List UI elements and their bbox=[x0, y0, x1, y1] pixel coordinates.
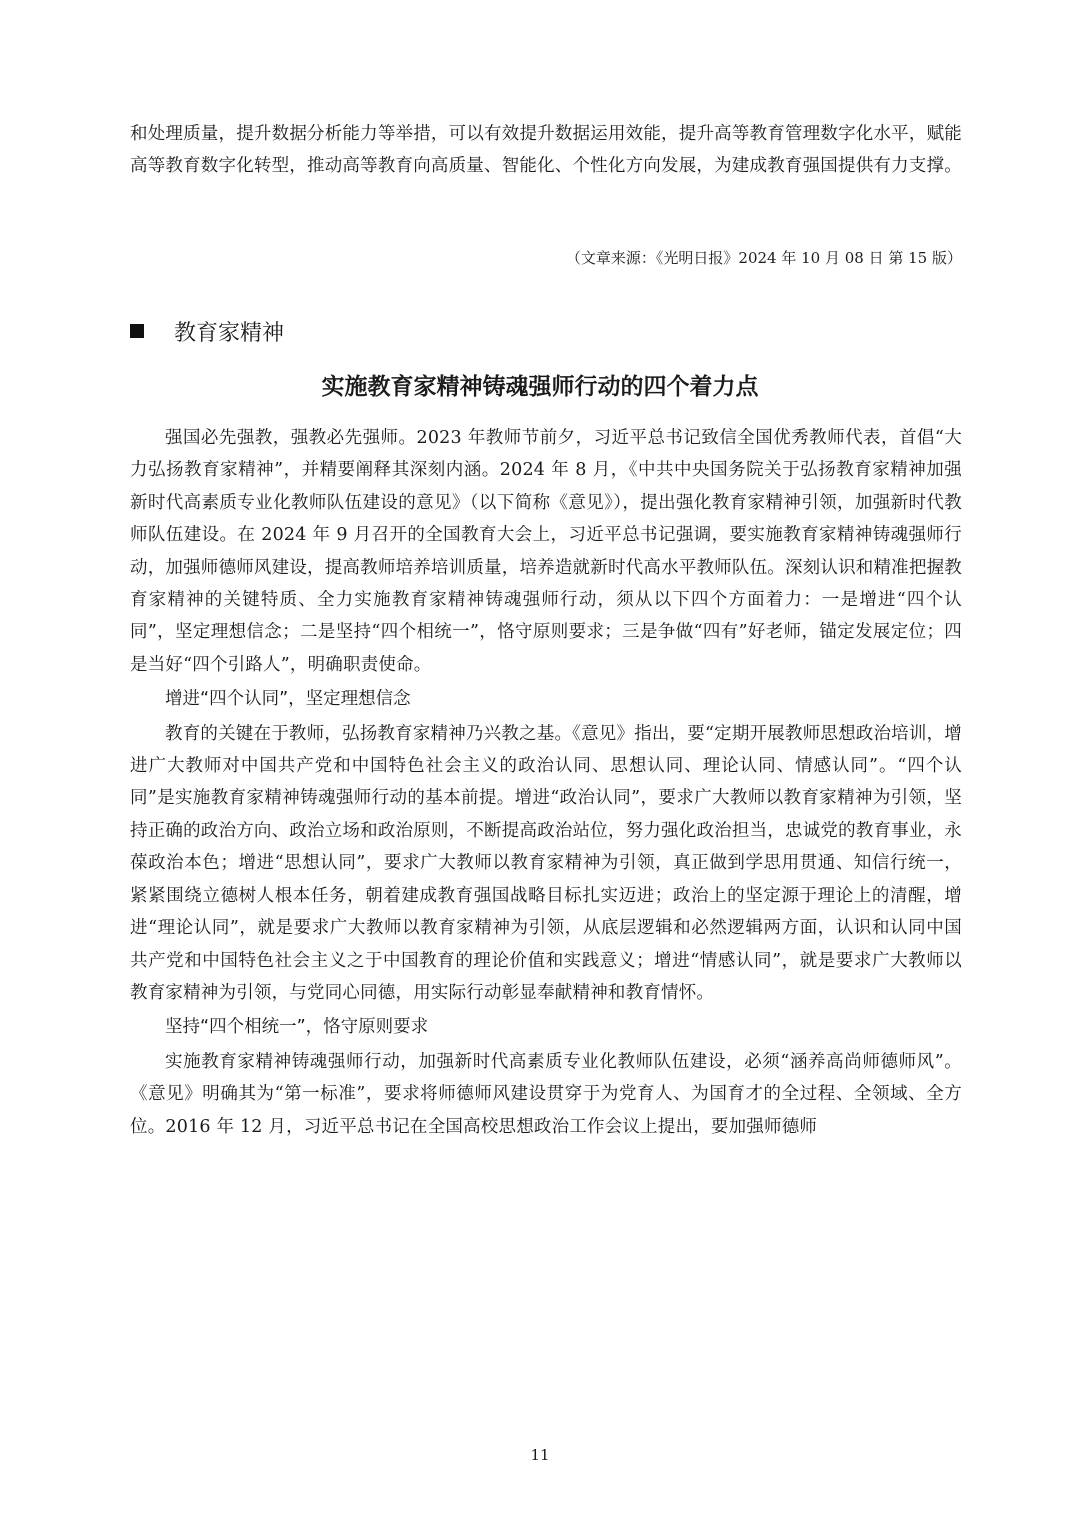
intro-continuation bbox=[130, 118, 962, 183]
section-heading bbox=[130, 312, 284, 350]
black-square-bullet-icon bbox=[130, 324, 144, 338]
section-heading-text: 教育家精神 bbox=[174, 320, 285, 346]
subheading-2: 坚持“四个相统一”，恪守原则要求 bbox=[165, 1017, 429, 1038]
article-body bbox=[130, 422, 962, 1143]
intro-paragraph: 和处理质量，提升数据分析能力等举措，可以有效提升数据运用效能，提升高等教育管理数字化水平，赋能高等教育数字化转型，推动高等教育向高质量、智能化、个性化方向发展，为建成教育强国提供有力支撑。 bbox=[130, 124, 962, 177]
article-source-note: （文章来源：《光明日报》2024 年 10 月 08 日 第 15 版） bbox=[565, 249, 962, 267]
page-number: 11 bbox=[530, 1446, 550, 1464]
subheading-1: 增进“四个认同”，坚定理想信念 bbox=[165, 689, 411, 710]
body-paragraph-1: 强国必先强教，强教必先强师。2023 年教师节前夕，习近平总书记致信全国优秀教师代表，首倡“大力弘扬教育家精神”，并精要阐释其深刻内涵。2024 年 8 月，《中共中央国务院关于弘扬教育家精神加强新时代高素质专业化教师队伍建设的意见》（以下简称《意见》），提出强化教育家精神引领，加强新时代教师队伍建设。在 2024 年 9 月召开的全国教育大会上，习近平总书记强调，要实施教育家精神铸魂强师行动，加强师德师风建设，提高教师培养培训质量，培养造就新时代高水平教师队伍。深刻认识和精准把握教育家精神的关键特质、全力实施教育家精神铸魂强师行动，须从以下四个方面着力：一是增进“四个认同”，坚定理想信念；二是坚持“四个相统一”，恪守原则要求；三是争做“四有”好老师，锚定发展定位；四是当好“四个引路人”，明确职责使命。 bbox=[130, 428, 962, 675]
article-title: 实施教育家精神铸魂强师行动的四个着力点 bbox=[321, 374, 759, 400]
body-paragraph-3: 实施教育家精神铸魂强师行动，加强新时代高素质专业化教师队伍建设，必须“涵养高尚师德师风”。《意见》明确其为“第一标准”，要求将师德师风建设贯穿于为党育人、为国育才的全过程、全领域、全方位。2016 年 12 月，习近平总书记在全国高校思想政治工作会议上提出，要加强师德师 bbox=[130, 1051, 962, 1137]
body-paragraph-2: 教育的关键在于教师，弘扬教育家精神乃兴教之基。《意见》指出，要“定期开展教师思想政治培训，增进广大教师对中国共产党和中国特色社会主义的政治认同、思想认同、理论认同、情感认同”。“四个认同”是实施教育家精神铸魂强师行动的基本前提。增进“政治认同”，要求广大教师以教育家精神为引领，坚持正确的政治方向、政治立场和政治原则，不断提高政治站位，努力强化政治担当，忠诚党的教育事业，永葆政治本色；增进“思想认同”，要求广大教师以教育家精神为引领，真正做到学思用贯通、知信行统一，紧紧围绕立德树人根本任务，朝着建成教育强国战略目标扎实迈进；政治上的坚定源于理论上的清醒，增进“理论认同”，就是要求广大教师以教育家精神为引领，从底层逻辑和必然逻辑两方面，认识和认同中国共产党和中国特色社会主义之于中国教育的理论价值和实践意义；增进“情感认同”，就是要求广大教师以教育家精神为引领，与党同心同德，用实际行动彰显奉献精神和教育情怀。 bbox=[130, 723, 962, 1003]
